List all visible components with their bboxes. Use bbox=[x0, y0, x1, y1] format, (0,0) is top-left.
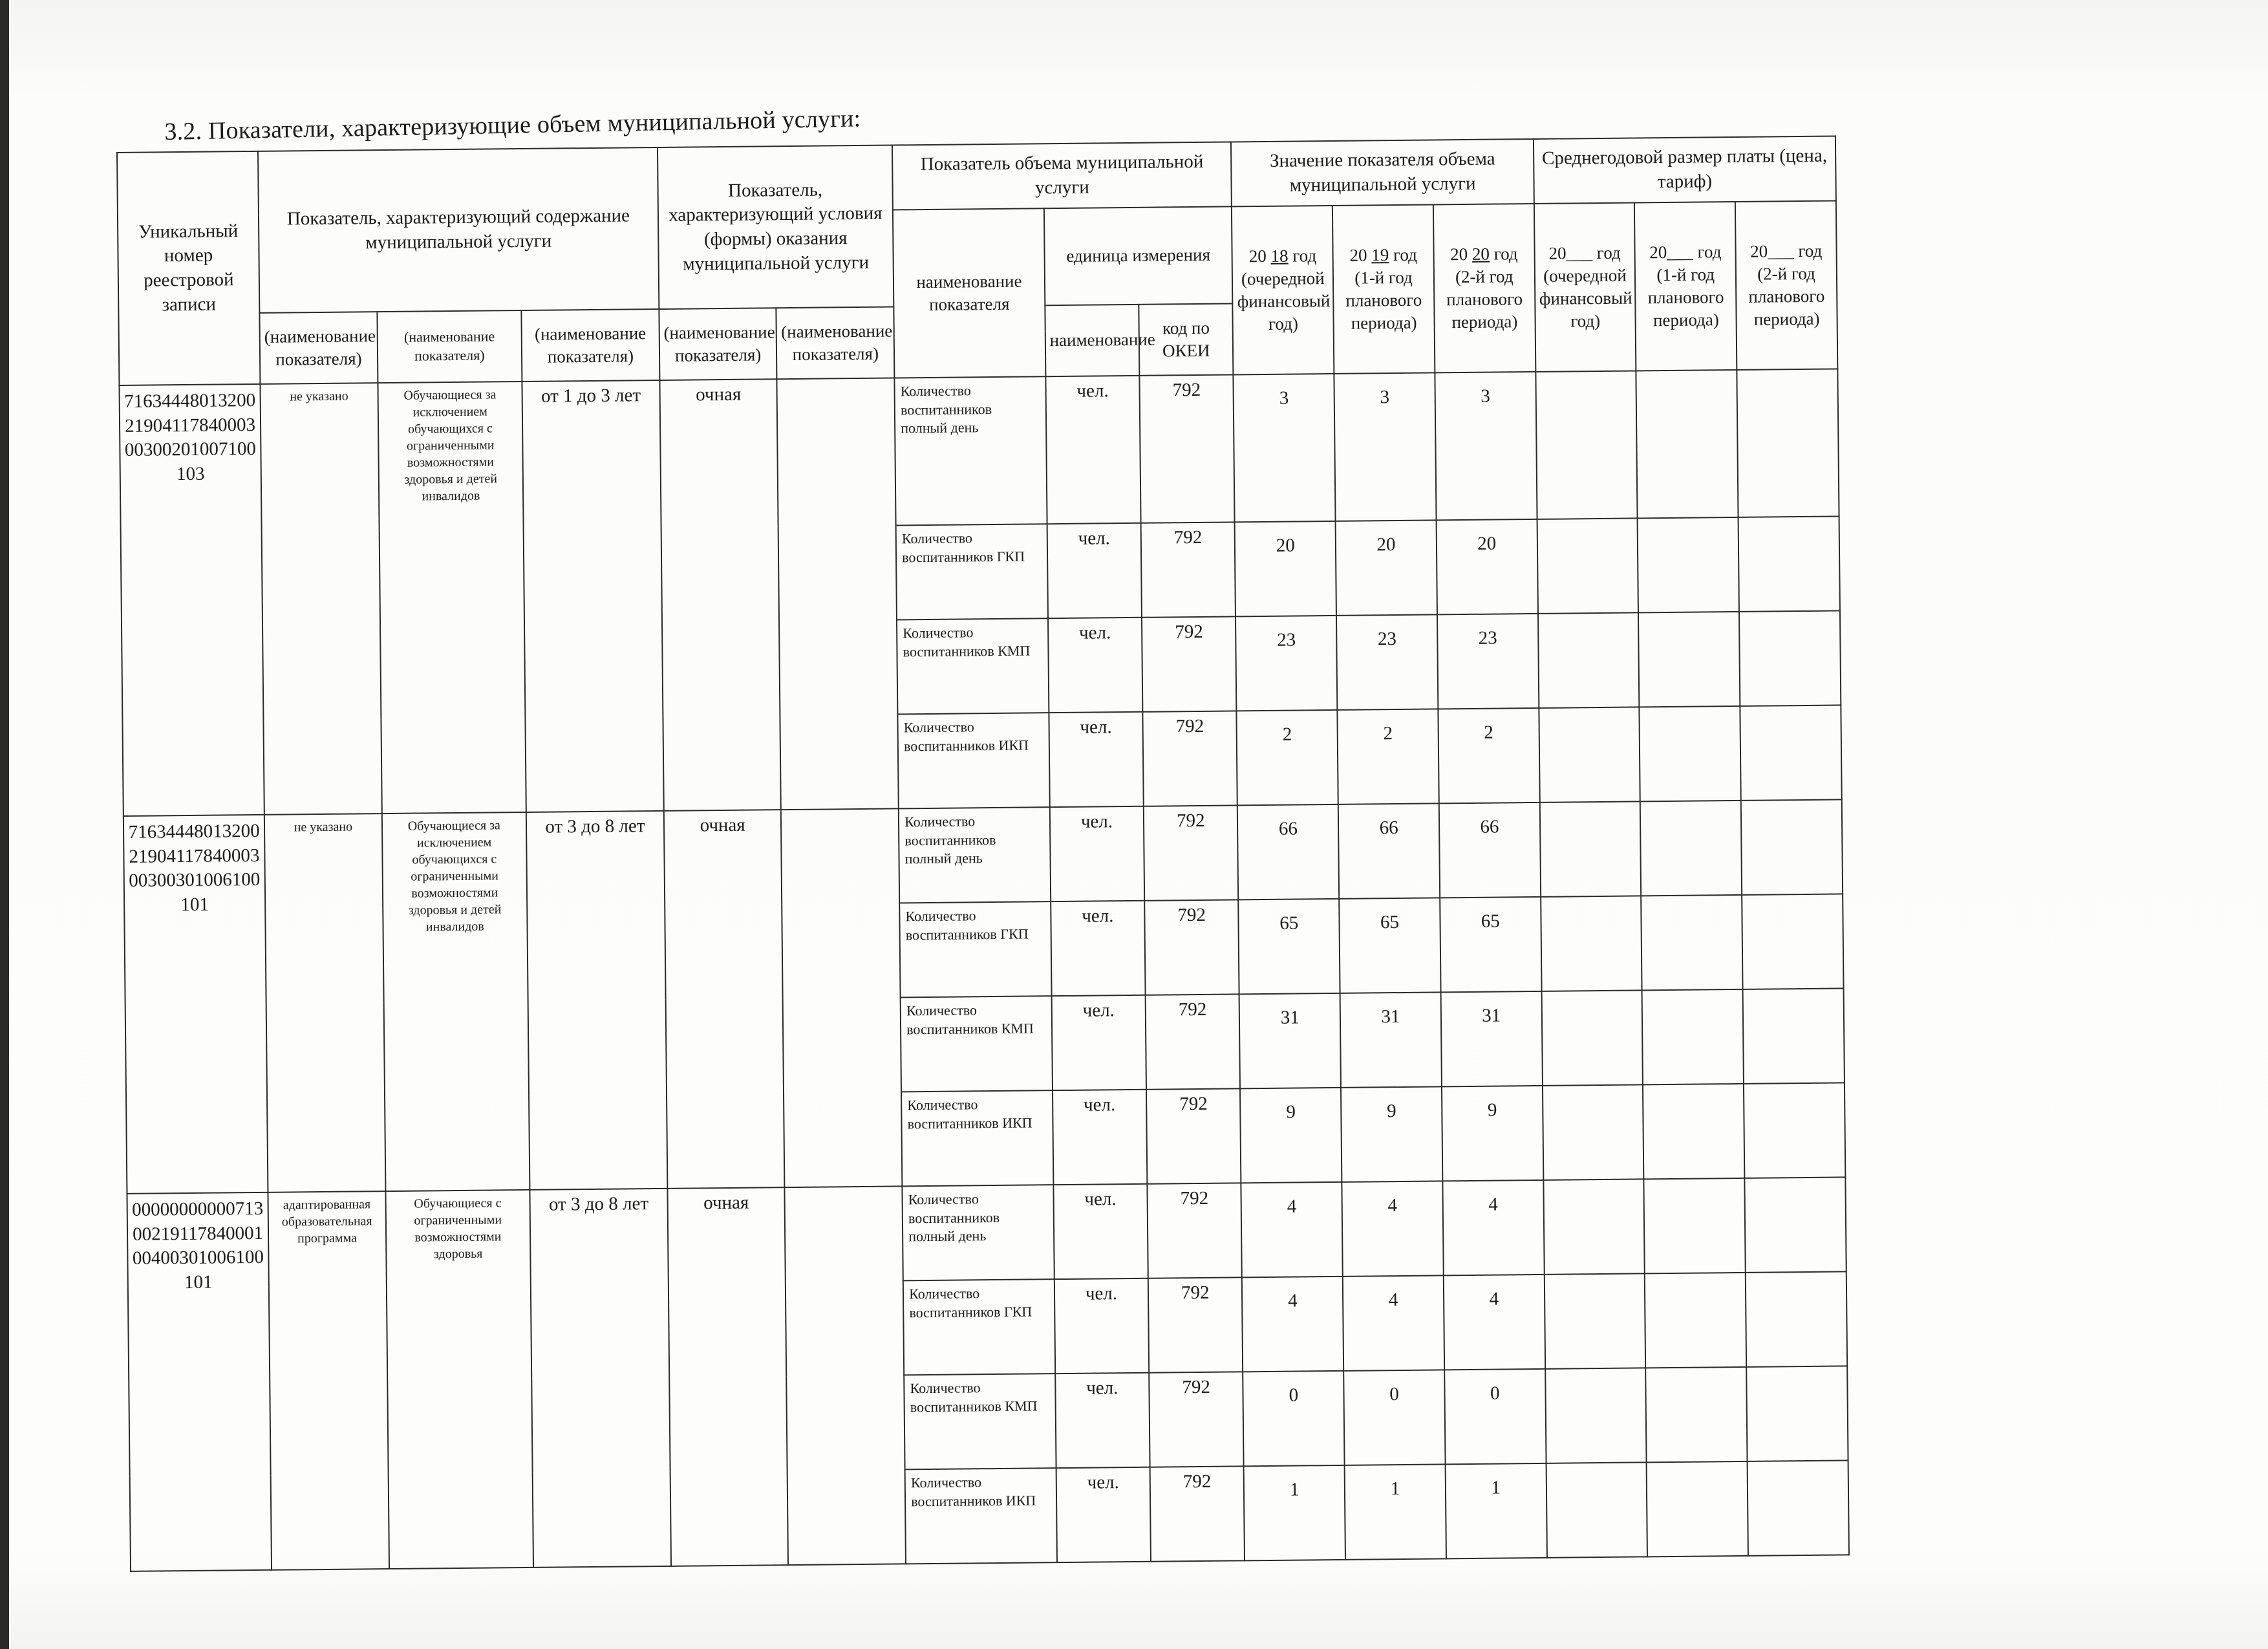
indicator-name: Количество воспитанников КМП bbox=[897, 618, 1049, 714]
value-year-3: 23 bbox=[1437, 614, 1539, 709]
content-indicator-2: Обучающиеся за исключением обучающихся с ограниченными возможностями здоровья и детей инвалидов bbox=[382, 812, 530, 1191]
value-year-2: 66 bbox=[1338, 803, 1440, 898]
value-year-3: 3 bbox=[1435, 372, 1537, 520]
condition-indicator-1: очная bbox=[667, 1187, 788, 1566]
unit-name: чел. bbox=[1048, 618, 1143, 713]
value-year-1: 65 bbox=[1239, 899, 1340, 994]
value-year-3: 1 bbox=[1445, 1463, 1546, 1558]
indicator-name: Количество воспитанников ИКП bbox=[898, 713, 1050, 808]
fee-year-1 bbox=[1538, 612, 1640, 707]
header-volume-value: Значение показателя объема муниципальной услуги bbox=[1231, 139, 1534, 206]
header-fee-year-1: 20___ год (очередной финансовый год) bbox=[1534, 202, 1636, 371]
fee-year-2 bbox=[1647, 1461, 1748, 1557]
header-fee-year-2: 20___ год (1-й год планового периода) bbox=[1634, 202, 1737, 371]
value-year-1: 20 bbox=[1235, 521, 1336, 616]
section-title: 3.2. Показатели, характеризующие объем муниципальной услуги: bbox=[164, 105, 861, 146]
value-year-2: 0 bbox=[1343, 1370, 1445, 1465]
registry-number: 716344480132002190411784000300300301006100101 bbox=[123, 815, 268, 1194]
header-conditions-sub-2: (наименование показателя) bbox=[776, 307, 895, 379]
unit-name: чел. bbox=[1055, 1373, 1150, 1468]
value-year-2: 31 bbox=[1340, 992, 1442, 1087]
value-year-1: 3 bbox=[1234, 374, 1336, 522]
value-year-3: 20 bbox=[1436, 519, 1537, 614]
value-year-2: 20 bbox=[1336, 520, 1437, 615]
value-year-2: 65 bbox=[1339, 898, 1440, 993]
content-indicator-3: от 3 до 8 лет bbox=[530, 1189, 670, 1568]
unit-name: чел. bbox=[1051, 901, 1146, 996]
condition-indicator-2 bbox=[785, 1186, 906, 1565]
value-year-1: 2 bbox=[1237, 710, 1338, 805]
unit-name: чел. bbox=[1053, 1184, 1148, 1279]
scan-edge bbox=[0, 0, 9, 1649]
fee-year-2 bbox=[1638, 517, 1739, 612]
header-content-indicator: Показатель, характеризующий содержание муниципальной услуги bbox=[258, 147, 659, 313]
value-year-2: 3 bbox=[1334, 372, 1437, 521]
fee-year-2 bbox=[1643, 1084, 1744, 1179]
header-volume-unit: единица измерения bbox=[1044, 206, 1233, 305]
fee-year-2 bbox=[1645, 1273, 1746, 1368]
value-year-3: 4 bbox=[1444, 1275, 1545, 1370]
header-year-1: 20 18 год (очередной финансовый год) bbox=[1232, 206, 1334, 374]
fee-year-3 bbox=[1742, 894, 1843, 989]
content-indicator-2: Обучающиеся за исключением обучающихся с ограниченными возможностями здоровья и детей инвалидов bbox=[378, 382, 526, 814]
table-row bbox=[127, 1177, 1846, 1288]
value-year-2: 4 bbox=[1343, 1275, 1444, 1370]
fee-year-3 bbox=[1740, 705, 1841, 800]
fee-year-3 bbox=[1744, 1083, 1845, 1178]
value-year-1: 23 bbox=[1236, 616, 1337, 711]
value-year-1: 66 bbox=[1237, 804, 1339, 900]
header-unique-number: Уникальный номер реестровой записи bbox=[117, 151, 260, 385]
header-unit-name: наименование bbox=[1045, 305, 1139, 376]
fee-year-2 bbox=[1642, 989, 1744, 1084]
header-fee-year-3: 20___ год (2-й год планового периода) bbox=[1735, 200, 1837, 369]
unit-code: 792 bbox=[1149, 1372, 1244, 1467]
indicator-name: Количество воспитанников КМП bbox=[904, 1374, 1056, 1469]
content-indicator-3: от 1 до 3 лет bbox=[522, 380, 663, 812]
unit-code: 792 bbox=[1142, 711, 1237, 806]
indicator-name: Количество воспитанников КМП bbox=[901, 996, 1053, 1092]
unit-code: 792 bbox=[1150, 1466, 1245, 1561]
indicator-name: Количество воспитанников ГКП bbox=[896, 524, 1048, 620]
registry-number: 716344480132002190411784000300300201007100103 bbox=[119, 384, 264, 816]
value-year-3: 66 bbox=[1439, 803, 1541, 898]
indicator-name: Количество воспитанников ИКП bbox=[901, 1090, 1053, 1186]
unit-code: 792 bbox=[1142, 616, 1237, 711]
unit-code: 792 bbox=[1144, 805, 1239, 900]
fee-year-1 bbox=[1544, 1273, 1645, 1368]
header-year-3: 20 20 год (2-й год планового периода) bbox=[1433, 204, 1535, 372]
fee-year-2 bbox=[1638, 612, 1740, 707]
indicator-name: Количество воспитанников полный день bbox=[895, 376, 1047, 525]
content-indicator-1: адаптированная образовательная программа bbox=[268, 1191, 389, 1570]
unit-name: чел. bbox=[1054, 1278, 1150, 1374]
table-row bbox=[119, 369, 1839, 533]
fee-year-1 bbox=[1543, 1179, 1645, 1274]
header-volume-name: наименование показателя bbox=[893, 208, 1045, 378]
unit-name: чел. bbox=[1056, 1467, 1151, 1562]
fee-year-1 bbox=[1546, 1462, 1647, 1557]
indicator-name: Количество воспитанников ГКП bbox=[899, 901, 1051, 997]
value-year-3: 31 bbox=[1440, 991, 1542, 1086]
content-indicator-1: не указано bbox=[264, 814, 385, 1192]
fee-year-3 bbox=[1738, 516, 1840, 611]
unit-code: 792 bbox=[1146, 994, 1241, 1089]
value-year-1: 0 bbox=[1243, 1371, 1345, 1466]
value-year-2: 1 bbox=[1345, 1464, 1446, 1559]
value-year-2: 2 bbox=[1338, 709, 1439, 804]
header-content-sub-2: (наименование показателя) bbox=[377, 310, 522, 383]
value-year-3: 2 bbox=[1438, 708, 1539, 803]
unit-code: 792 bbox=[1144, 900, 1239, 995]
condition-indicator-1: очная bbox=[659, 379, 781, 811]
fee-year-1 bbox=[1545, 1368, 1647, 1463]
unit-code: 792 bbox=[1148, 1183, 1243, 1278]
unit-name: чел. bbox=[1050, 806, 1145, 901]
fee-year-3 bbox=[1746, 1271, 1847, 1366]
fee-year-2 bbox=[1640, 801, 1742, 896]
fee-year-1 bbox=[1535, 371, 1638, 519]
fee-year-1 bbox=[1539, 801, 1641, 896]
unit-name: чел. bbox=[1049, 712, 1144, 807]
unit-name: чел. bbox=[1051, 995, 1146, 1090]
fee-year-1 bbox=[1541, 896, 1642, 991]
indicator-name: Количество воспитанников полный день bbox=[903, 1185, 1054, 1280]
fee-year-2 bbox=[1646, 1367, 1748, 1462]
fee-year-2 bbox=[1636, 370, 1738, 518]
fee-year-1 bbox=[1541, 990, 1643, 1085]
unit-code: 792 bbox=[1141, 522, 1236, 617]
value-year-1: 9 bbox=[1240, 1088, 1342, 1183]
value-year-1: 4 bbox=[1241, 1182, 1343, 1277]
header-content-sub-3: (наименование показателя) bbox=[521, 309, 659, 382]
fee-year-3 bbox=[1739, 610, 1841, 706]
fee-year-1 bbox=[1543, 1084, 1644, 1180]
condition-indicator-2 bbox=[777, 378, 899, 810]
content-indicator-3: от 3 до 8 лет bbox=[526, 811, 667, 1190]
unit-code: 792 bbox=[1140, 374, 1236, 523]
value-year-3: 9 bbox=[1442, 1086, 1543, 1181]
value-year-1: 4 bbox=[1242, 1277, 1343, 1372]
fee-year-1 bbox=[1537, 518, 1638, 613]
unit-name: чел. bbox=[1045, 376, 1141, 524]
value-year-2: 23 bbox=[1336, 614, 1438, 709]
unit-name: чел. bbox=[1053, 1090, 1148, 1185]
header-conditions-sub-1: (наименование показателя) bbox=[659, 308, 777, 380]
indicator-name: Количество воспитанников ГКП bbox=[903, 1279, 1055, 1375]
value-year-3: 4 bbox=[1442, 1180, 1544, 1275]
fee-year-3 bbox=[1746, 1366, 1848, 1461]
unit-code: 792 bbox=[1146, 1088, 1241, 1183]
value-year-2: 4 bbox=[1342, 1181, 1444, 1276]
unit-name: чел. bbox=[1047, 523, 1142, 618]
value-year-1: 31 bbox=[1239, 993, 1341, 1088]
volume-table-wrap bbox=[116, 135, 1850, 1571]
fee-year-3 bbox=[1743, 988, 1845, 1083]
content-indicator-1: не указано bbox=[260, 383, 381, 815]
registry-number: 000000000007130021911784000100400301006100101 bbox=[127, 1192, 272, 1571]
indicator-name: Количество воспитанников ИКП bbox=[905, 1468, 1057, 1564]
header-content-sub-1: (наименование показателя) bbox=[259, 312, 378, 384]
fee-year-3 bbox=[1748, 1460, 1849, 1555]
header-conditions-indicator: Показатель, характеризующий условия (формы) оказания муниципальной услуги bbox=[658, 145, 894, 308]
content-indicator-2: Обучающиеся с ограниченными возможностями здоровья bbox=[385, 1190, 533, 1569]
header-volume-indicator: Показатель объема муниципальной услуги bbox=[892, 142, 1232, 210]
fee-year-2 bbox=[1640, 706, 1741, 801]
unit-code: 792 bbox=[1148, 1277, 1243, 1372]
value-year-2: 9 bbox=[1341, 1086, 1442, 1181]
fee-year-3 bbox=[1737, 369, 1839, 517]
table-body bbox=[119, 369, 1848, 1571]
value-year-1: 1 bbox=[1244, 1465, 1345, 1560]
header-average-fee: Среднегодовой размер платы (цена, тариф) bbox=[1534, 136, 1836, 203]
value-year-3: 0 bbox=[1444, 1369, 1546, 1464]
fee-year-3 bbox=[1741, 799, 1843, 894]
value-year-3: 65 bbox=[1440, 897, 1541, 992]
indicator-name: Количество воспитанников полный день bbox=[899, 807, 1051, 903]
fee-year-3 bbox=[1745, 1177, 1846, 1272]
fee-year-2 bbox=[1644, 1178, 1746, 1273]
condition-indicator-2 bbox=[781, 808, 902, 1187]
fee-year-2 bbox=[1642, 895, 1743, 990]
fee-year-1 bbox=[1539, 707, 1640, 802]
header-year-2: 20 19 год (1-й год планового периода) bbox=[1332, 204, 1435, 373]
table-row bbox=[123, 799, 1843, 911]
condition-indicator-1: очная bbox=[664, 810, 785, 1189]
volume-indicators-table bbox=[116, 135, 1850, 1571]
header-unit-code: код по ОКЕИ bbox=[1139, 303, 1233, 375]
